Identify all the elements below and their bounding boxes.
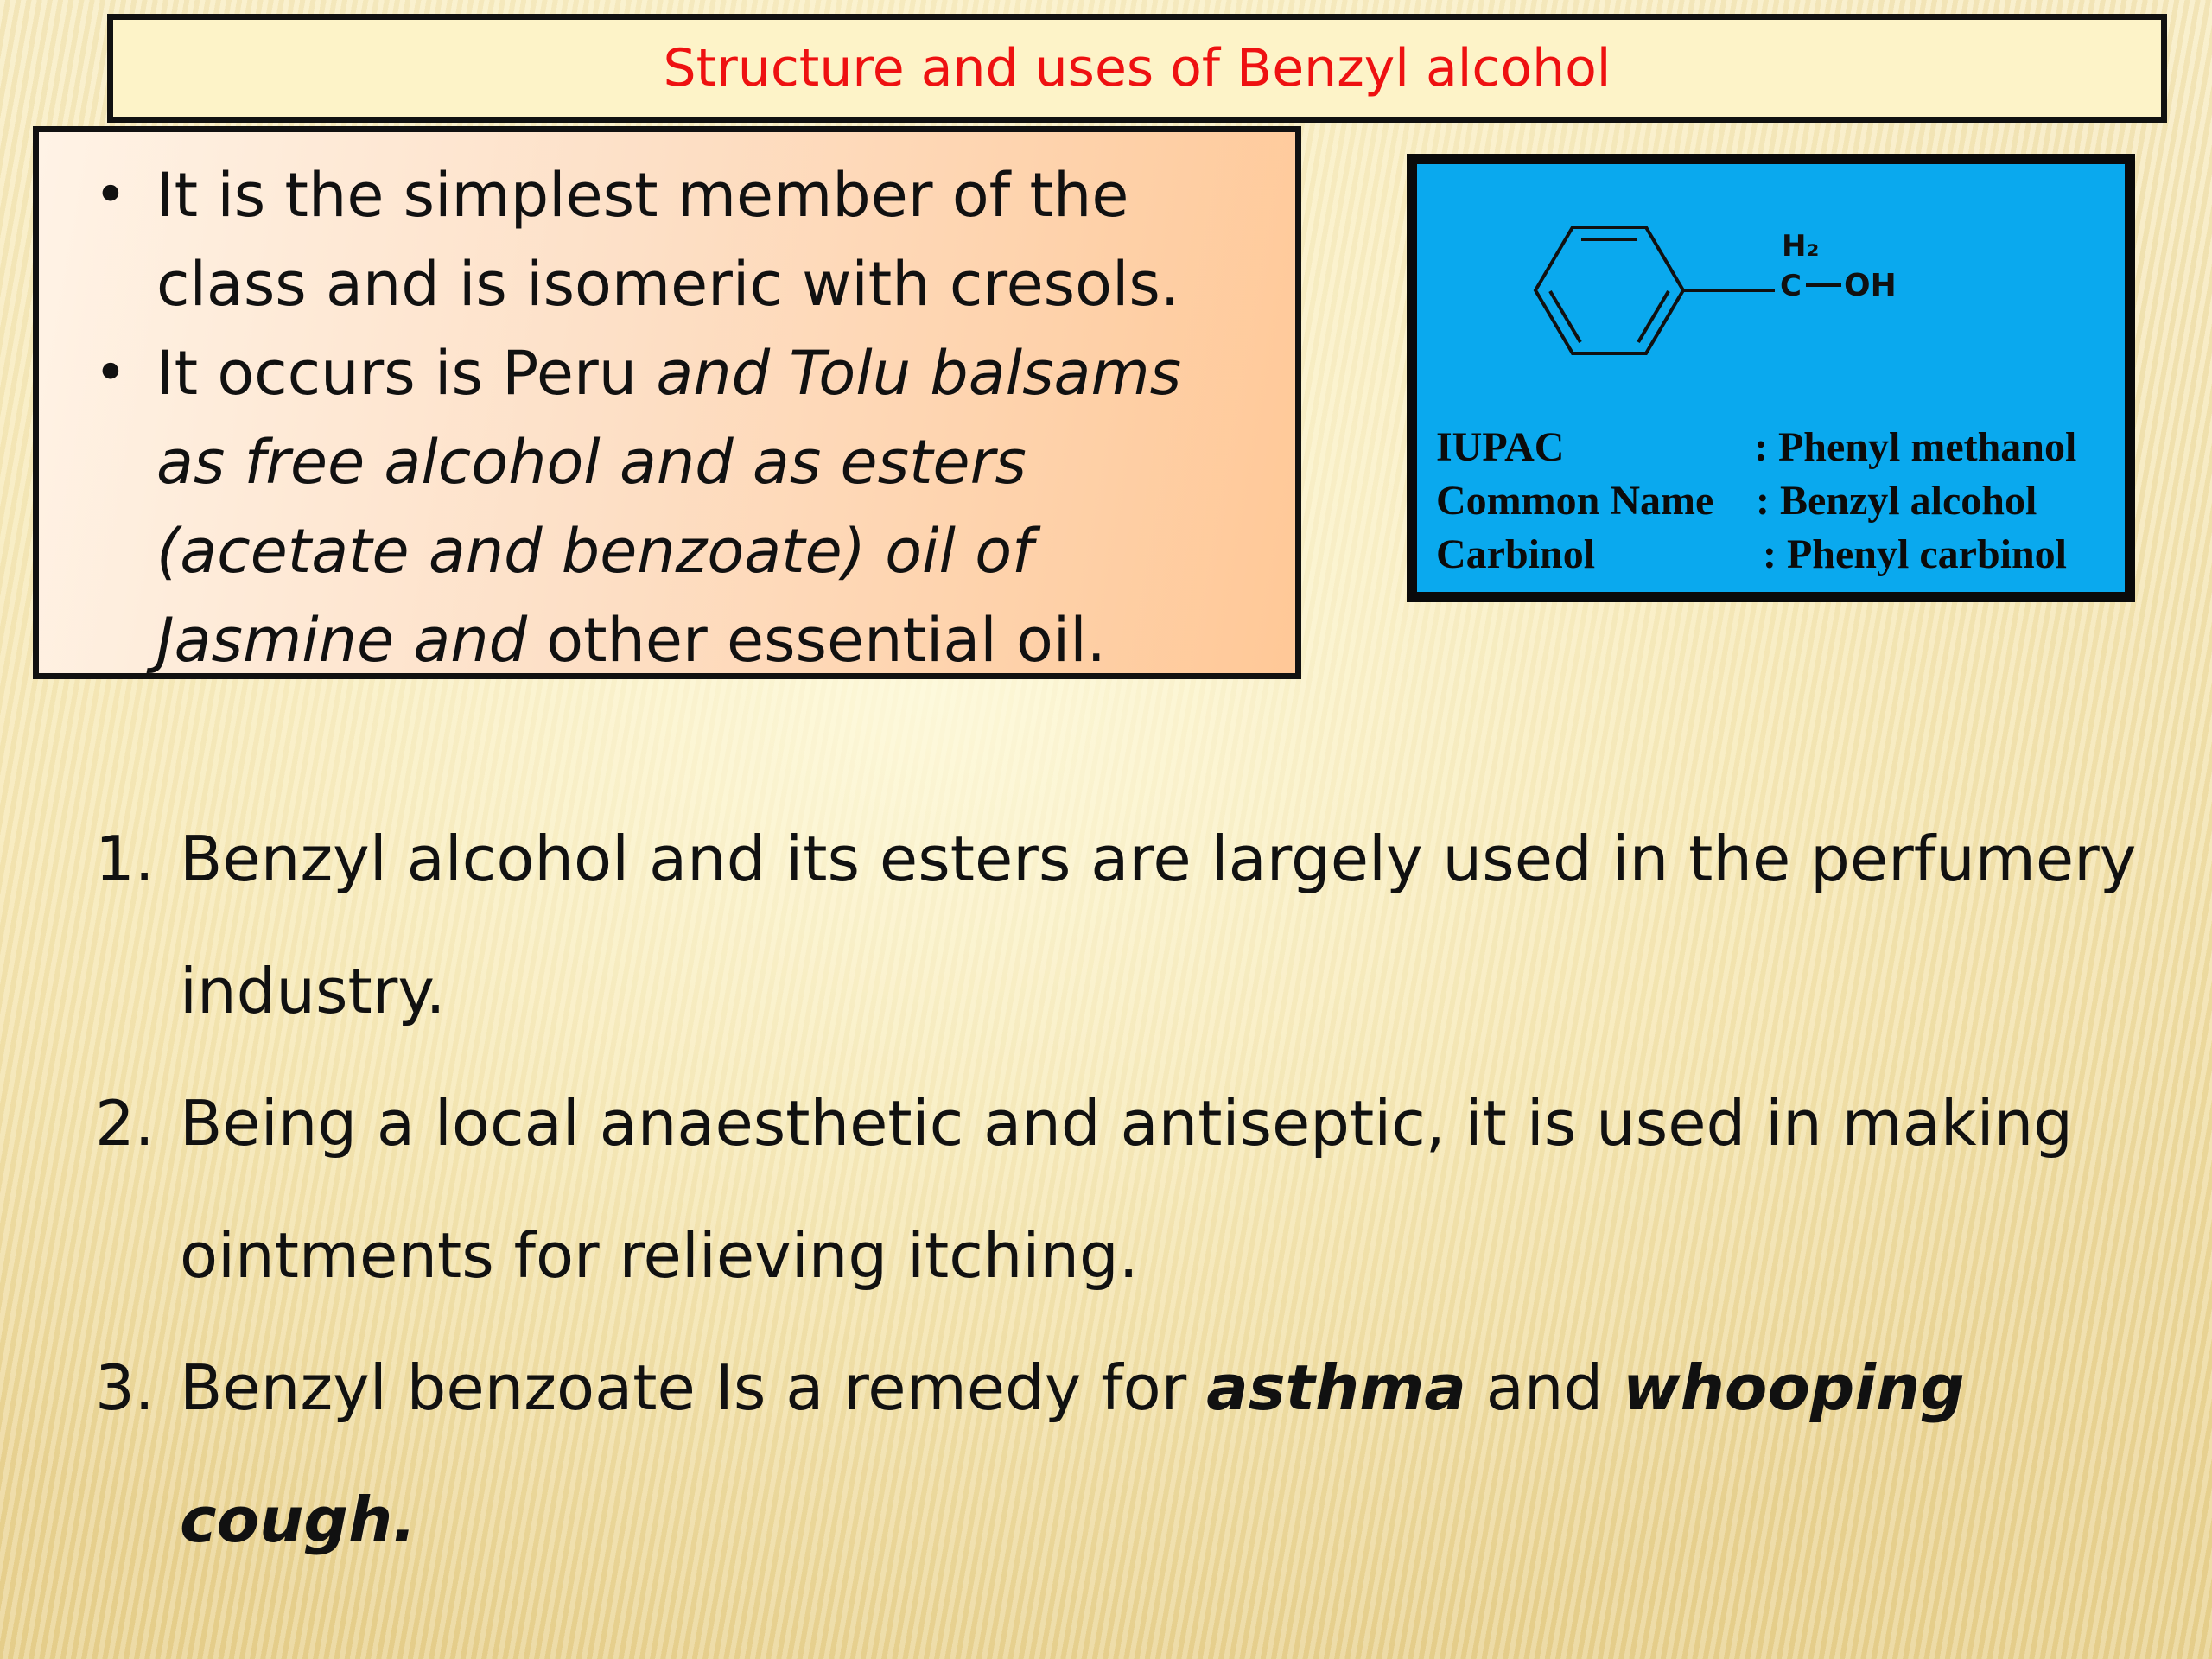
slide-title: Structure and uses of Benzyl alcohol [663, 38, 1611, 99]
name-value: : Phenyl carbinol [1763, 531, 2068, 577]
name-value: : Benzyl alcohol [1756, 478, 2037, 524]
use-item [95, 1322, 2152, 1586]
bullet-text-plain: It occurs is Peru [156, 338, 657, 409]
use-text-emphasis: whooping cough. [180, 1351, 1965, 1556]
carbon-label: C [1780, 269, 1802, 303]
uses-list [95, 793, 2152, 1586]
bullet-text: It is the simplest member of the class and is isomeric with cresols. [156, 160, 1180, 320]
name-key: Common Name [1436, 478, 1714, 524]
use-text-plain: and [1465, 1351, 1624, 1424]
name-key: IUPAC [1436, 424, 1565, 470]
slide-title-box [107, 14, 2167, 123]
use-item [95, 1058, 2152, 1322]
name-value: : Phenyl methanol [1754, 424, 2077, 470]
use-text-emphasis: asthma [1206, 1351, 1466, 1424]
structure-box [1407, 154, 2135, 602]
list-number: 1. [95, 823, 155, 895]
use-item [95, 793, 2152, 1058]
use-text-plain: Benzyl benzoate Is a remedy for [180, 1351, 1207, 1424]
benzyl-alcohol-structure-diagram [1417, 164, 2125, 592]
info-box [33, 126, 1301, 679]
name-key: Carbinol [1436, 531, 1596, 577]
bullet-icon: • [94, 163, 127, 227]
list-number: 3. [95, 1351, 155, 1424]
oh-label: OH [1844, 268, 1897, 303]
bullet-text-plain: other essential oil. [527, 605, 1106, 676]
bullet-item [61, 151, 1261, 329]
list-number: 2. [95, 1087, 155, 1160]
bullet-item [61, 329, 1261, 685]
h2-label: H₂ [1782, 229, 1820, 264]
use-text: Being a local anaesthetic and antiseptic, it is used in making ointments for relieving itching. [180, 1087, 2073, 1292]
bullet-text-italic: and Tolu balsams as free alcohol and as esters (acetate and benzoate) oil of Jasmine and [156, 338, 1182, 676]
use-text: Benzyl alcohol and its esters are largely used in the perfumery industry. [180, 823, 2137, 1027]
bullet-icon: • [94, 341, 127, 405]
